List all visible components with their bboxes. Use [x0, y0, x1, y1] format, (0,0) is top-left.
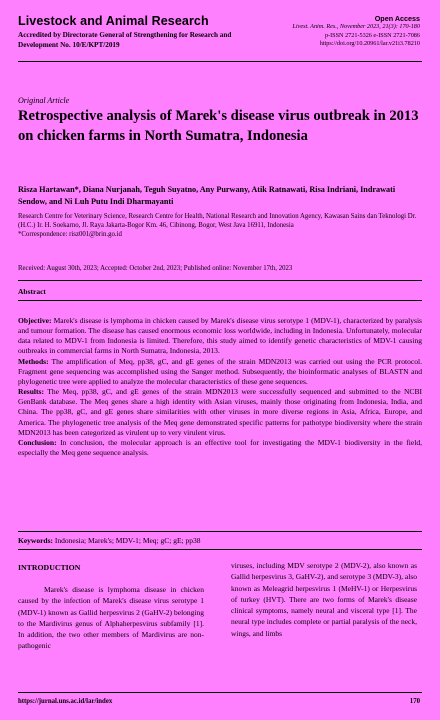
conclusion-label: Conclusion:: [18, 437, 57, 447]
conclusion-text: In conclusion, the molecular approach is an effective tool for investigating the MDV-1 biodiversity in the field, especially the Meq gene sequence analysis.: [18, 437, 422, 458]
results-label: Results:: [18, 387, 44, 397]
objective-label: Objective:: [18, 316, 52, 325]
abstract-head-rule: [18, 300, 422, 301]
abstract-heading: Abstract: [18, 287, 46, 296]
author-list: Risza Hartawan*, Diana Nurjanah, Teguh Suyatno, Any Purwany, Atik Ratnawati, Risa Indriani, Indrawati Sendow, and Ni Luh Putu Indi Dharmayanti: [18, 185, 396, 206]
keywords-line: [18, 536, 422, 545]
correspondence-text: *Correspondence: risz001@brin.go.id: [18, 230, 122, 238]
methods-label: Methods:: [18, 356, 49, 366]
affiliation-block: [18, 213, 422, 240]
journal-header: [18, 14, 258, 50]
article-dates: Received: August 30th, 2023; Accepted: October 2nd, 2023; Published online: November 17th, 2023: [18, 265, 293, 272]
citation-line: Livest. Anim. Res., November 2023, 21(3): 170-180: [292, 23, 420, 30]
abstract-conclusion: [18, 438, 422, 458]
article-title: Retrospective analysis of Marek's disease virus outbreak in 2013 on chicken farms in North Sumatra, Indonesia: [18, 108, 419, 144]
methods-text: The amplification of Meq, pp38, gC, and gE genes of the strain MDN2013 was carried out using the PCR protocol. Fragment gene sequencing was accomplished using the Sanger method. Subsequently, the bioinformatic analyses of BLASTN and phylogenetic tree were applied to analyze the molecular characteristics of these gene sequences.: [18, 356, 422, 386]
keywords-top-rule: [18, 531, 422, 532]
keywords-text: Indonesia; Marek's; MDV-1; Meq; gC; gE; pp38: [54, 536, 201, 545]
abstract-body: [18, 316, 422, 458]
abstract-top-rule: [18, 280, 422, 281]
affiliation-text: Research Centre for Veterinary Science, Research Centre for Health, National Research and Innovation Agency, Kawasan Sains dan Teknologi Dr. (H.C.) Ir. H. Soekarno, Jl. Raya Jakarta-Bogor Km. 46, Cibinong, Bogor, West Java 16911, Indonesia: [18, 213, 417, 229]
header-divider: [18, 61, 422, 62]
keywords-label: Keywords:: [18, 536, 53, 545]
abstract-results: [18, 387, 422, 438]
journal-title: Livestock and Animal Research: [18, 14, 209, 28]
abstract-methods: [18, 357, 422, 387]
intro-right-column: viruses, including MDV serotype 2 (MDV-2), also known as Gallid herpesvirus 3, GaHV-2), and serotype 3 (MDV-3), also known as Meleagrid herpesvirus 1 (MeHV-1) or Herpesvirus of turkey (HVT). There are two forms of Marek's disease clinical symptoms, namely neural and visceral type [1]. The neural type includes complete or partial paralysis of the neck, wings, and limbs: [231, 561, 417, 638]
introduction-heading: INTRODUCTION: [18, 563, 81, 572]
footer-url[interactable]: https://jurnal.uns.ac.id/lar/index: [18, 698, 113, 705]
accreditation-text: Accredited by Directorate General of Strengthening for Research and Development No. 10/E/KPT/2019: [18, 31, 232, 49]
abstract-objective: [18, 316, 422, 357]
doi-link[interactable]: https://doi.org/10.20961/lar.v21i3.78210: [319, 40, 420, 48]
issn-line: p-ISSN 2721-5326 e-ISSN 2721-7086: [324, 31, 420, 39]
objective-text: Marek's disease is lymphoma in chicken caused by Marek's disease virus serotype 1 (MDV-1), characterized by paralysis and tumour formation. The disease has caused enormous economic loss worldwide, including in Indonesia. Unfortunately, molecular data related to MDV-1 from Indonesia is limited. Therefore, this study aimed to identify genetic characteristics of MDV-1 causing outbreaks in commercial farms in North Sumatra, Indonesia, 2013.: [18, 316, 422, 356]
open-access-label: Open Access: [374, 14, 420, 23]
results-text: The Meq, pp38, gC, and gE genes of the strain MDN2013 were successfully sequenced and submitted to the NCBI GenBank database. The Meq genes share a high identity with Asian viruses, mainly those originating from Indonesia, India, and China. The pp38, gC, and gE genes share similarities with other viruses in more diverse regions in Asia, Africa, Europe, and America. The phylogenetic tree analysis of the Meq gene demonstrated specific patterns for pathotype biodiversity where the strain MDN2013 has been categorized as virulent up to very virulent virus.: [18, 387, 422, 437]
open-access-block: [240, 14, 420, 49]
article-type: Original Article: [18, 96, 70, 105]
page-number: 170: [409, 698, 420, 705]
footer-rule: [18, 692, 422, 693]
intro-left-column: Marek's disease is lymphoma disease in chicken caused by the infection of Marek's disease virus serotype 1 (MDV-1) known as Gallid herpesvirus 2 (GaHV-2) belonging to the Mardivirus genus of Alphaherpesvirus subfamily [1]. In addition, the two other members of Mardivirus are non-pathogenic: [18, 585, 204, 651]
keywords-bottom-rule: [18, 549, 422, 550]
